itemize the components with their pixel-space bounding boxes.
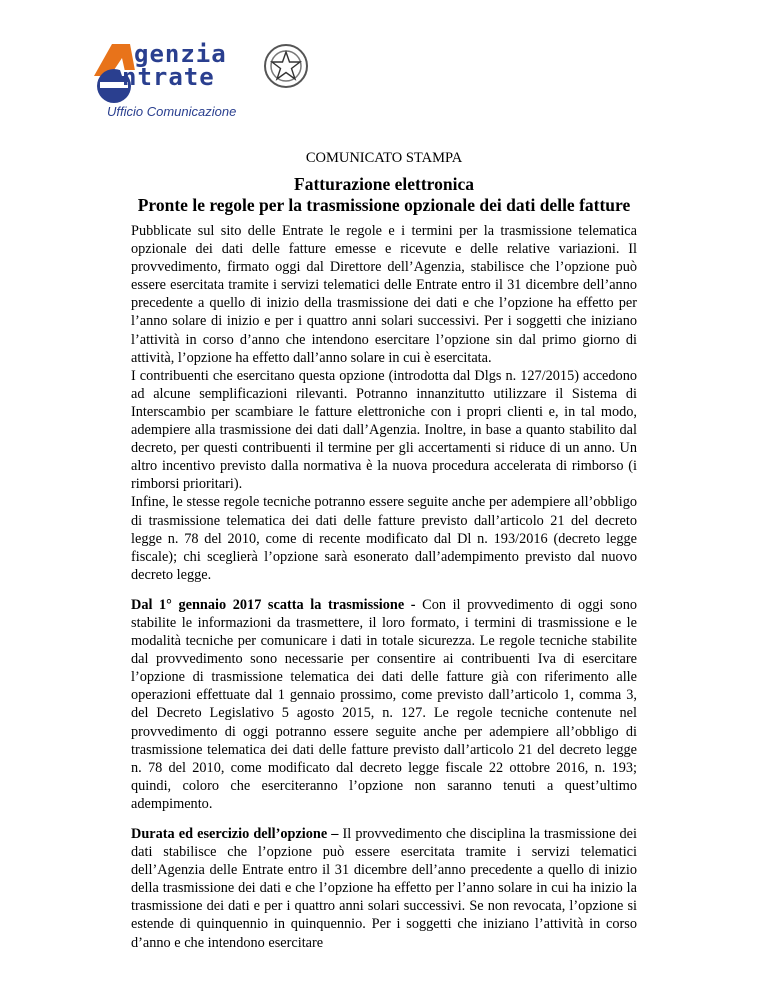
paragraph-4-text: Con il provvedimento di oggi sono stabilite le informazioni da trasmettere, il loro formato, i termini di trasmissione e le modalità tecniche per comunicare i dati in totale sicurezza. Le regole tecniche stabilite dal provvedimento sono necessarie per consentire ai contribuenti Iva di esercitare l’opzione di trasmissione telematica dei dati delle fatture già con riferimento alle operazioni effettuate dal 1 gennaio prossimo, come previsto dall’articolo 1, comma 3, del Decreto Legislativo 5 agosto 2015, n. 127. Le regole tecniche contenute nel provvedimento di oggi potranno essere seguite anche per adempiere all’obbligo di trasmissione telematica dei dati delle fatture previsto dall’articolo 21 del decreto legge n. 78 del 2010, come modificato dal decreto legge fiscale 22 ottobre 2016, n. 193; quindi, coloro che eserciteranno l’opzione non saranno tenuti a quest’ultimo adempimento.	[131, 596, 637, 812]
paragraph-3: Infine, le stesse regole tecniche potranno essere seguite anche per adempiere all’obbligo di trasmissione telematica dei dati delle fatture previsto dall’articolo 21 del decreto legge n. 78 del 2010, come di recente modificato dal Dl n. 193/2016 (decreto legge fiscale); chi sceglierà l’opzione sarà esonerato dall’adempimento previsto dal nuovo decreto legge.	[131, 494, 637, 583]
agenzia-entrate-logo	[82, 40, 272, 130]
logo-text-genzia: genzia	[134, 40, 227, 68]
paragraph-4	[131, 596, 637, 813]
paragraph-4-lead: Dal 1° gennaio 2017 scatta la trasmissione -	[131, 596, 423, 613]
paragraph-5	[131, 825, 637, 952]
press-release-kicker: COMUNICATO STAMPA	[305, 150, 463, 166]
paragraph-1: Pubblicate sul sito delle Entrate le regole e i termini per la trasmissione telematica opzionale dei dati delle fatture emesse e ricevute e delle relative variazioni. Il provvedimento, firmato oggi dal Direttore dell’Agenzia, stabilisce che l’opzione può essere esercitata tramite i servizi telematici delle Entrate entro il 31 dicembre dell’anno precedente a quello di inizio della trasmissione dei dati e che l’opzione ha effetto per l’anno solare di inizio e per i quattro anni solari successivi. Per i soggetti che iniziano l’attività in corso d’anno che intendono esercitare l’opzione sin dal primo giorno di attività, l’opzione ha effetto dall’anno solare in cui è esercitata.	[131, 223, 637, 366]
paragraph-5-lead: Durata ed esercizio dell’opzione –	[131, 826, 343, 842]
paragraph-2: I contribuenti che esercitano questa opzione (introdotta dal Dlgs n. 127/2015) accedono ad alcune semplificazioni rilevanti. Potranno innanzitutto utilizzare il Sistema di Interscambio per scambiare le fatture elettroniche con i propri clienti e, in tal modo, adempiere alla trasmissione dei dati dall’Agenzia. Inoltre, in base a quanto stabilito dal decreto, per questi contribuenti il termine per gli accertamenti si riduce di un anno. Un altro incentivo previsto dalla normativa è la nuova procedura accelerata di rimborso (i rimborsi prioritari).	[131, 367, 637, 493]
paragraph-gap	[131, 813, 637, 825]
logo-subtitle: Ufficio Comunicazione	[107, 104, 237, 119]
article-body	[131, 222, 637, 952]
republic-emblem-icon	[262, 42, 310, 90]
headline-subtitle: Pronte le regole per la trasmissione opzionale dei dati delle fatture	[137, 195, 631, 215]
paragraph-5-text: Il provvedimento che disciplina la trasmissione dei dati stabilisce che l’opzione può essere esercitata tramite i servizi telematici dell’Agenzia delle Entrate entro il 31 dicembre dell’anno precedente a quello di inizio della trasmissione dei dati e che l’opzione ha effetto per l’anno solare in cui ha inizio la trasmissione dei dati e per i quattro anni solari successivi. Se non revocata, l’opzione si estende di quinquennio in quinquennio. Per i soggetti che iniziano l’attività in corso d’anno e che intendono esercitare	[131, 826, 637, 951]
headline-title: Fatturazione elettronica	[294, 174, 474, 194]
logo-text-ntrate: ntrate	[122, 63, 215, 91]
paragraph-gap	[131, 584, 637, 596]
